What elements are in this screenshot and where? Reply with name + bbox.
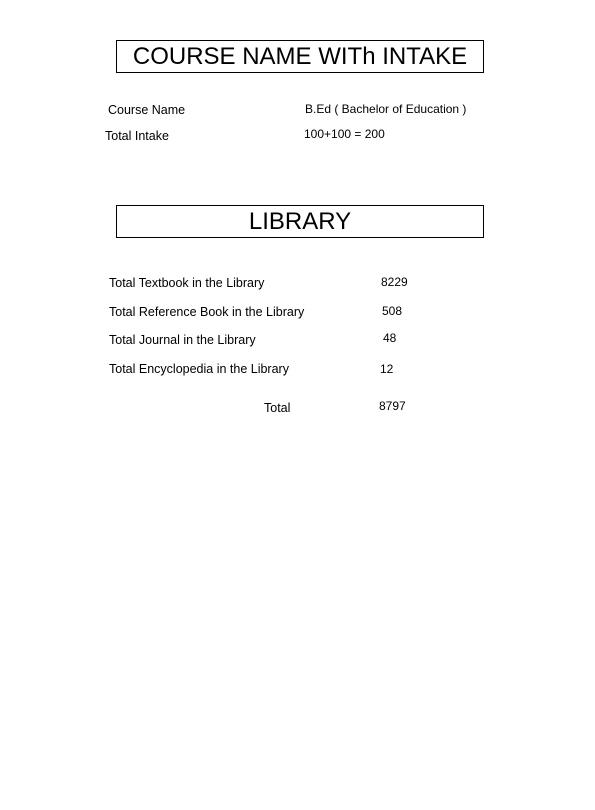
reference-book-count: 508 [382,304,403,318]
journal-count: 48 [383,331,397,345]
textbook-label: Total Textbook in the Library [109,276,265,290]
encyclopedia-count: 12 [380,362,394,376]
library-section-heading-text: LIBRARY [248,207,352,235]
library-section-heading [116,205,484,238]
course-section-heading-text: COURSE NAME WITh INTAKE [132,42,468,70]
total-intake-label: Total Intake [105,129,169,143]
total-count: 8797 [379,399,406,413]
total-intake-value: 100+100 = 200 [304,127,385,141]
course-name-label: Course Name [108,103,186,117]
journal-label: Total Journal in the Library [109,333,256,347]
course-name-value: B.Ed ( Bachelor of Education ) [305,102,467,116]
course-section-heading [116,40,484,73]
reference-book-label: Total Reference Book in the Library [109,305,305,319]
encyclopedia-label: Total Encyclopedia in the Library [109,362,289,376]
textbook-count: 8229 [381,275,408,289]
total-label: Total [264,401,291,415]
